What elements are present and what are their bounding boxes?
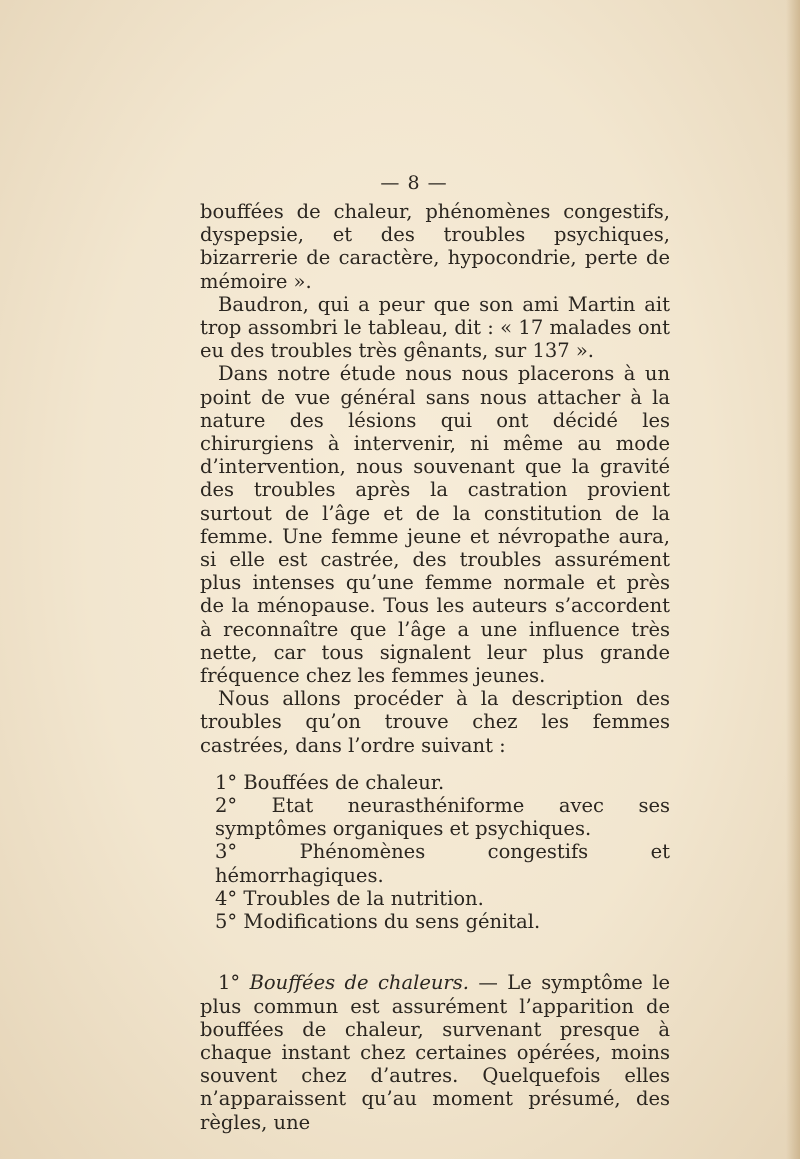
paragraph-1: bouffées de chaleur, phénomènes congestifs, dyspepsie, et des troubles psychiques, bizarrerie de caractère, hypocondrie, perte de mémoire ». [200,200,670,293]
section-number: 1° [218,971,241,995]
list-item: 2° Etat neurasthéniforme avec ses symptômes organiques et psychiques. [215,794,670,841]
page-number: — 8 — [380,172,448,194]
section-paragraph [200,971,670,1133]
paragraph-4: Nous allons procéder à la description des troubles qu’on trouve chez les femmes castrées, dans l’ordre suivant : [200,687,670,757]
list-item: 4° Troubles de la nutrition. [215,886,484,910]
section-title: Bouffées de chaleurs. [249,971,469,995]
list-item: 5° Modifications du sens génital. [215,910,541,934]
paragraph-3: Dans notre étude nous nous placerons à un point de vue général sans nous attacher à la nature des lésions qui ont décidé les chirurgiens à intervenir, ni même au mode d’intervention, nous souvenant que la gravité des troubles après la castration provient surtout de l’âge et de la constitution de la femme. Une femme jeune et névropathe aura, si elle est castrée, des troubles assurément plus intenses qu’une femme normale et près de la ménopause. Tous les auteurs s’accordent à reconnaître que l’âge a une influence très nette, car tous signalent leur plus grande fréquence chez les femmes jeunes. [200,362,670,688]
paragraph-2: Baudron, qui a peur que son ami Martin ait trop assombri le tableau, dit : « 17 malades ont eu des troubles très gênants, sur 137 ». [200,292,670,363]
list-item: 1° Bouffées de chaleur. [215,770,445,794]
section-body: — Le symptôme le plus commun est assurément l’apparition de bouffées de chaleur, survenant presque à chaque instant chez certaines opérées, moins souvent chez d’autres. Quelquefois elles n’apparaissent qu’au moment présumé, des règles, une [200,971,670,1134]
body-text [200,200,670,1134]
list-item: 3° Phénomènes congestifs et hémorrhagiques. [215,840,670,887]
